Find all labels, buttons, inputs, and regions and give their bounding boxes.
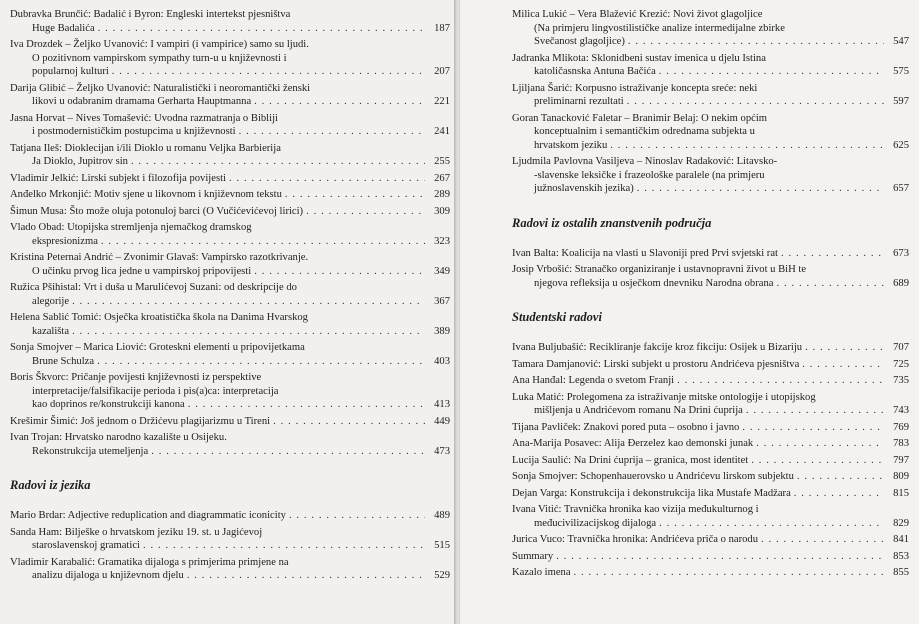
- dot-leader: [151, 445, 425, 459]
- toc-entry: [512, 112, 909, 153]
- dot-leader: [746, 404, 884, 418]
- toc-entry-text: -slavenske leksičke i frazeološke paralele (na primjeru: [534, 169, 765, 181]
- toc-entry-title-line: [512, 52, 909, 66]
- toc-entry-text: hrvatskom jeziku: [534, 139, 608, 151]
- page-number: 349: [434, 265, 450, 277]
- toc-entry-text: kazališta: [32, 325, 70, 337]
- toc-entry-continuation-line: [512, 65, 909, 79]
- toc-entry-text: Tijana Pavliček: Znakovi pored puta – osobno i javno: [512, 421, 740, 433]
- dot-leader: [254, 265, 425, 279]
- toc-entry-title-line: [512, 487, 909, 501]
- toc-entry-continuation-line: [512, 182, 909, 196]
- toc-entry-text: južnoslavenskih jezika): [534, 183, 634, 194]
- toc-entry-text: i postmodernističkim postupcima u književnosti: [32, 126, 236, 137]
- toc-entry-title-line: [10, 311, 450, 325]
- dot-leader: [637, 182, 884, 196]
- dot-leader: [289, 509, 425, 523]
- toc-entry: [10, 82, 450, 109]
- dot-leader: [797, 470, 884, 484]
- toc-entry-text: Anđelko Mrkonjić: Motiv sjene u likovnom i književnom tekstu: [10, 189, 282, 200]
- toc-entry-text: Sonja Smojver: Schopenhauerovsko u Andrićevu lirskom subjektu: [512, 471, 794, 482]
- toc-entry-text: Ana Hanđal: Legenda o svetom Franji: [512, 375, 675, 386]
- page-number: 707: [893, 342, 909, 353]
- dot-leader: [627, 95, 884, 109]
- toc-entry: [512, 82, 909, 109]
- toc-entry-title-line: [512, 503, 909, 517]
- right-page: [460, 0, 919, 624]
- toc-entry-continuation-line: [10, 22, 450, 36]
- toc-entry-continuation-line: [512, 169, 909, 183]
- toc-entry-continuation-line: [10, 235, 450, 249]
- toc-entry-text: interpretacije/falsifikacije perioda i pis(a)ca: interpretacija: [32, 385, 279, 397]
- toc-entry-text: Helena Sablić Tomić: Osječka kroatistička škola na Danima Hvarskog: [10, 312, 308, 323]
- toc-entry-text: Jadranka Mlikota: Sklonidbeni sustav imenica u djelu Istina: [512, 52, 766, 64]
- toc-entry-text: Šimun Musa: Što može oluja potonuloj barci (O Vučićevićevoj lirici): [10, 205, 304, 217]
- toc-entry-title-line: [10, 82, 450, 96]
- toc-entry-title-line: [10, 172, 450, 186]
- toc-entry-title-line: [512, 566, 909, 580]
- toc-entry-text: Dubravka Brunčić: Badalić i Byron: Engleski intertekst pjesništva: [10, 9, 291, 20]
- toc-entry-title-line: [512, 454, 909, 468]
- page-number: 207: [434, 66, 450, 77]
- toc-entry-text: Luka Matić: Prolegomena za istraživanje mitske ontologije i utopijskog: [512, 391, 816, 403]
- page-number: 187: [434, 22, 450, 34]
- toc-entry-continuation-line: [10, 355, 450, 369]
- dot-leader: [143, 539, 425, 553]
- toc-entry-text: analizu dijaloga u književnom djelu: [32, 570, 184, 581]
- toc-entry: [10, 205, 450, 219]
- page-number: 515: [434, 540, 450, 551]
- toc-entry-text: Milica Lukić – Vera Blažević Krezić: Novi život glagoljice: [512, 9, 763, 20]
- page-number: 575: [893, 66, 909, 77]
- page-number: 829: [893, 517, 909, 529]
- page-number: 689: [893, 277, 909, 289]
- dot-leader: [285, 188, 425, 202]
- toc-entry-text: Dejan Varga: Konstrukcija i dekonstrukcija lika Mustafe Madžara: [512, 487, 791, 499]
- toc-entry-title-line: [10, 221, 450, 235]
- toc-entry-text: preliminarni rezultati: [534, 96, 624, 107]
- toc-entry-title-line: [10, 556, 450, 570]
- toc-entry: [10, 415, 450, 429]
- dot-leader: [794, 487, 884, 501]
- toc-entry-title-line: [10, 112, 450, 126]
- section-heading: Radovi iz ostalih znanstvenih područja: [512, 215, 712, 230]
- toc-entry-text: Ivana Buljubašić: Recikliranje fakcije kroz fikciju: Osijek u Bizariju: [512, 342, 803, 353]
- dot-leader: [273, 415, 425, 429]
- toc-entry-text: Vladimir Karabalić: Gramatika dijaloga s primjerima primjene na: [10, 556, 289, 568]
- toc-entry: [10, 526, 450, 553]
- toc-entry: [512, 421, 909, 435]
- toc-entry-text: Kristina Peternai Andrić – Zvonimir Glavaš: Vampirsko razotkrivanje.: [10, 252, 309, 263]
- page-number: 547: [893, 36, 909, 47]
- page-number: 657: [893, 183, 909, 194]
- toc-entry-text: Kazalo imena: [512, 567, 571, 578]
- toc-entry-text: Vladimir Jelkić: Lirski subjekt i filozofija povijesti: [10, 172, 226, 184]
- toc-entry-title-line: [10, 341, 450, 355]
- dot-leader: [556, 550, 884, 564]
- dot-leader: [306, 205, 425, 219]
- toc-entry-continuation-line: [512, 125, 909, 139]
- toc-entry-text: konceptualnim i semantičkim odrednama subjekta u: [534, 126, 755, 137]
- toc-entry-title-line: [10, 509, 450, 523]
- toc-entry-text: Rekonstrukcija utemeljenja: [32, 445, 149, 457]
- toc-entry-text: Ivana Vitić: Travnička hronika kao vizija međukulturnog i: [512, 504, 759, 515]
- toc-entry-continuation-line: [512, 95, 909, 109]
- toc-entry-text: O pozitivnom vampirskom sympathy turn-u u književnosti i: [32, 52, 287, 64]
- toc-entry-text: kao doprinos re/konstrukciji kanona: [32, 399, 185, 410]
- toc-entry-text: Summary: [512, 550, 554, 562]
- toc-entry: [512, 566, 909, 580]
- page-number: 221: [434, 96, 450, 107]
- toc-entry-continuation-line: [512, 517, 909, 531]
- toc-entry-continuation-line: [10, 539, 450, 553]
- toc-entry: [10, 371, 450, 412]
- toc-entry-title-line: [512, 391, 909, 405]
- dot-leader: [802, 358, 884, 372]
- dot-leader: [112, 65, 425, 79]
- toc-entry-title-line: [10, 415, 450, 429]
- toc-entry: [10, 38, 450, 79]
- toc-entry-title-line: [10, 142, 450, 156]
- dot-leader: [761, 533, 884, 547]
- dot-leader: [187, 569, 425, 583]
- toc-entry-title-line: [10, 205, 450, 219]
- toc-entry-text: Ja Dioklo, Jupitrov sin: [32, 156, 128, 167]
- section-heading: Radovi iz jezika: [10, 478, 91, 492]
- toc-entry-text: Ljudmila Pavlovna Vasiljeva – Ninoslav Radaković: Litavsko-: [512, 156, 778, 167]
- dot-leader: [254, 95, 425, 109]
- toc-entry: [512, 533, 909, 547]
- toc-entry-title-line: [10, 38, 450, 52]
- toc-entry-title-line: [512, 263, 909, 277]
- toc-entry-text: Sanda Ham: Bilješke o hrvatskom jeziku 19. st. u Jagićevoj: [10, 526, 263, 538]
- toc-entry-text: Tatjana Ileš: Dioklecijan i/ili Dioklo u romanu Veljka Barbierija: [10, 142, 281, 154]
- toc-entry-continuation-line: [10, 445, 450, 459]
- toc-entry: [10, 221, 450, 248]
- toc-entry: [10, 556, 450, 583]
- page-number: 323: [434, 235, 450, 247]
- toc-entry: [512, 503, 909, 530]
- dot-leader: [659, 65, 884, 79]
- toc-entry-text: međucivilizacijskog dijaloga: [534, 517, 657, 529]
- toc-entry-continuation-line: [10, 52, 450, 66]
- toc-entry-text: Lucija Saulić: Na Drini ćuprija – granica, most identitet: [512, 454, 749, 466]
- page-number: 725: [893, 358, 909, 370]
- toc-entry-text: Ružica Pšihistal: Vrt i duša u Marulićevoj Suzani: od deskripcije do: [10, 282, 297, 293]
- toc-entry-title-line: [10, 281, 450, 295]
- toc-entry-text: alegorije: [32, 295, 70, 307]
- toc-entry: [512, 358, 909, 372]
- toc-entry: [10, 251, 450, 278]
- toc-entry-text: Boris Škvorc: Pričanje povijesti književnosti iz perspektive: [10, 372, 262, 383]
- toc-entry-text: staroslavenskoj gramatici: [32, 540, 140, 551]
- toc-entry-title-line: [512, 550, 909, 564]
- toc-entry: [512, 470, 909, 484]
- left-page: [0, 0, 456, 624]
- toc-entry: [512, 437, 909, 451]
- toc-entry-title-line: [512, 155, 909, 169]
- toc-entry: [10, 311, 450, 338]
- toc-entry: [10, 509, 450, 523]
- page-number: 241: [434, 126, 450, 137]
- toc-entry-title-line: [512, 421, 909, 435]
- page-number: 413: [434, 399, 450, 410]
- toc-entry: [512, 341, 909, 355]
- toc-entry-continuation-line: [10, 265, 450, 279]
- toc-entry-text: Krešimir Šimić: Još jednom o Držićevu plagijarizmu u Tireni: [10, 415, 271, 427]
- dot-leader: [98, 22, 425, 36]
- page-number: 783: [893, 438, 909, 449]
- dot-leader: [101, 235, 425, 249]
- page-number: 289: [434, 189, 450, 200]
- toc-entry-title-line: [10, 251, 450, 265]
- dot-leader: [756, 437, 884, 451]
- toc-entry-continuation-line: [512, 35, 909, 49]
- dot-leader: [188, 398, 425, 412]
- toc-entry-text: O učinku prvog lica jedne u vampirskoj pripovijesti: [32, 265, 252, 277]
- dot-leader: [781, 247, 884, 261]
- toc-entry-continuation-line: [10, 65, 450, 79]
- toc-entry-text: Huge Badalića: [32, 22, 95, 34]
- toc-entry-title-line: [10, 431, 450, 445]
- toc-entry-text: Ivan Trojan: Hrvatsko narodno kazalište u Osijeku.: [10, 432, 227, 443]
- page-number: 743: [893, 405, 909, 416]
- toc-entry: [512, 52, 909, 79]
- dot-leader: [677, 374, 884, 388]
- dot-leader: [72, 295, 425, 309]
- toc-entry-text: Josip Vrbošić: Stranačko organiziranje i ustavnopravni život u BiH te: [512, 264, 807, 275]
- toc-entry-title-line: [512, 533, 909, 547]
- dot-leader: [659, 517, 884, 531]
- toc-entry-continuation-line: [512, 22, 909, 36]
- toc-entry-continuation-line: [10, 398, 450, 412]
- page-number: 625: [893, 139, 909, 151]
- toc-entry-text: Brune Schulza: [32, 355, 95, 367]
- dot-leader: [239, 125, 425, 139]
- page-number: 597: [893, 96, 909, 107]
- dot-leader: [574, 566, 884, 580]
- toc-entry-continuation-line: [10, 569, 450, 583]
- dot-leader: [72, 325, 425, 339]
- toc-entry-title-line: [10, 8, 450, 22]
- dot-leader: [751, 454, 884, 468]
- toc-entry: [512, 391, 909, 418]
- toc-entry-text: Jasna Horvat – Nives Tomašević: Uvodna razmatranja o Bibliji: [10, 112, 278, 124]
- toc-entry-text: Ljiljana Šarić: Korpusno istraživanje koncepta sreće: neki: [512, 82, 758, 94]
- page-number: 309: [434, 205, 450, 217]
- toc-entry: [512, 263, 909, 290]
- toc-entry-text: Goran Tanacković Faletar – Branimir Belaj: O nekim općim: [512, 112, 768, 124]
- page-number: 473: [434, 445, 450, 457]
- page-number: 853: [893, 550, 909, 562]
- page-number: 815: [893, 487, 909, 499]
- toc-entry: [512, 550, 909, 564]
- page-number: 809: [893, 471, 909, 482]
- dot-leader: [742, 421, 884, 435]
- toc-entry-text: Vlado Obad: Utopijska stremljenja njemačkog dramskog: [10, 222, 252, 233]
- toc-entry-title-line: [512, 341, 909, 355]
- page-number: 855: [893, 567, 909, 578]
- toc-entry-title-line: [10, 188, 450, 202]
- toc-entry-text: Svečanost glagoljice): [534, 36, 625, 47]
- toc-entry-continuation-line: [512, 277, 909, 291]
- page-number: 769: [893, 421, 909, 433]
- page-number: 841: [893, 534, 909, 545]
- page-number: 673: [893, 247, 909, 259]
- toc-entry-title-line: [512, 374, 909, 388]
- toc-entry-title-line: [512, 8, 909, 22]
- page-number: 449: [434, 415, 450, 427]
- page-number: 735: [893, 375, 909, 386]
- toc-entry-text: njegova refleksija u osječkom dnevniku Narodna obrana: [534, 277, 774, 289]
- toc-entry-continuation-line: [10, 295, 450, 309]
- page-number: 489: [434, 510, 450, 521]
- dot-leader: [776, 277, 884, 291]
- toc-entry: [10, 431, 450, 458]
- toc-entry: [512, 454, 909, 468]
- dot-leader: [610, 139, 884, 153]
- toc-entry-continuation-line: [10, 125, 450, 139]
- toc-entry: [10, 341, 450, 368]
- page-number: 389: [434, 325, 450, 337]
- toc-entry-continuation-line: [10, 325, 450, 339]
- toc-entry-text: Jurica Vuco: Travnička hronika: Andrićeva priča o narodu: [512, 534, 758, 545]
- page-number: 403: [434, 355, 450, 367]
- toc-entry-continuation-line: [512, 139, 909, 153]
- toc-entry-text: ekspresionizma: [32, 235, 98, 247]
- dot-leader: [131, 155, 425, 169]
- dot-leader: [229, 172, 425, 186]
- toc-entry-title-line: [512, 470, 909, 484]
- toc-entry-text: mišljenja u Andrićevom romanu Na Drini ćuprija: [534, 405, 743, 416]
- toc-entry-continuation-line: [512, 404, 909, 418]
- toc-entry-text: Iva Drozdek – Željko Uvanović: I vampiri (i vampirice) samo su ljudi.: [10, 39, 309, 50]
- toc-entry: [10, 172, 450, 186]
- toc-entry: [512, 247, 909, 261]
- toc-entry-title-line: [512, 82, 909, 96]
- toc-entry: [10, 112, 450, 139]
- toc-entry-text: Ivan Balta: Koalicija na vlasti u Slavoniji pred Prvi svjetski rat: [512, 247, 778, 259]
- toc-entry-text: (Na primjeru lingvostilističke analize intermedijalne zbirke: [534, 22, 785, 34]
- page-number: 367: [434, 295, 450, 307]
- dot-leader: [628, 35, 884, 49]
- toc-entry-title-line: [512, 247, 909, 261]
- toc-entry: [512, 374, 909, 388]
- toc-entry-title-line: [10, 371, 450, 385]
- page-number: 255: [434, 156, 450, 167]
- toc-entry-title-line: [512, 112, 909, 126]
- toc-entry-text: Darija Glibić – Željko Uvanović: Naturalistički i neoromantički ženski: [10, 82, 311, 94]
- page-number: 267: [434, 172, 450, 184]
- toc-entry-text: Mario Brdar: Adjective reduplication and diagrammatic iconicity: [10, 510, 286, 521]
- toc-entry: [10, 281, 450, 308]
- toc-entry-title-line: [10, 526, 450, 540]
- toc-entry-title-line: [512, 358, 909, 372]
- toc-entry: [10, 142, 450, 169]
- page-number: 797: [893, 454, 909, 466]
- toc-entry: [10, 188, 450, 202]
- toc-entry: [10, 8, 450, 35]
- section-heading: Studentski radovi: [512, 310, 602, 324]
- toc-entry: [512, 155, 909, 196]
- page-number: 529: [434, 570, 450, 581]
- toc-entry-text: Tamara Damjanović: Lirski subjekt u prostoru Andrićeva pjesništva: [512, 358, 800, 370]
- toc-entry-title-line: [512, 437, 909, 451]
- toc-entry-text: katoličasnska Antuna Bačića: [534, 66, 656, 77]
- toc-entry-text: likovi u odabranim dramama Gerharta Hauptmanna: [32, 96, 252, 107]
- dot-leader: [805, 341, 884, 355]
- toc-entry-continuation-line: [10, 385, 450, 399]
- toc-entry: [512, 487, 909, 501]
- toc-entry-text: Sonja Smojver – Marica Liović: Groteskni elementi u pripovijetkama: [10, 342, 305, 353]
- toc-entry-text: Ana-Marija Posavec: Alija Đerzelez kao demonski junak: [512, 438, 754, 449]
- dot-leader: [97, 355, 425, 369]
- toc-entry-continuation-line: [10, 95, 450, 109]
- toc-entry-continuation-line: [10, 155, 450, 169]
- toc-entry: [512, 8, 909, 49]
- toc-entry-text: popularnoj kulturi: [32, 66, 109, 77]
